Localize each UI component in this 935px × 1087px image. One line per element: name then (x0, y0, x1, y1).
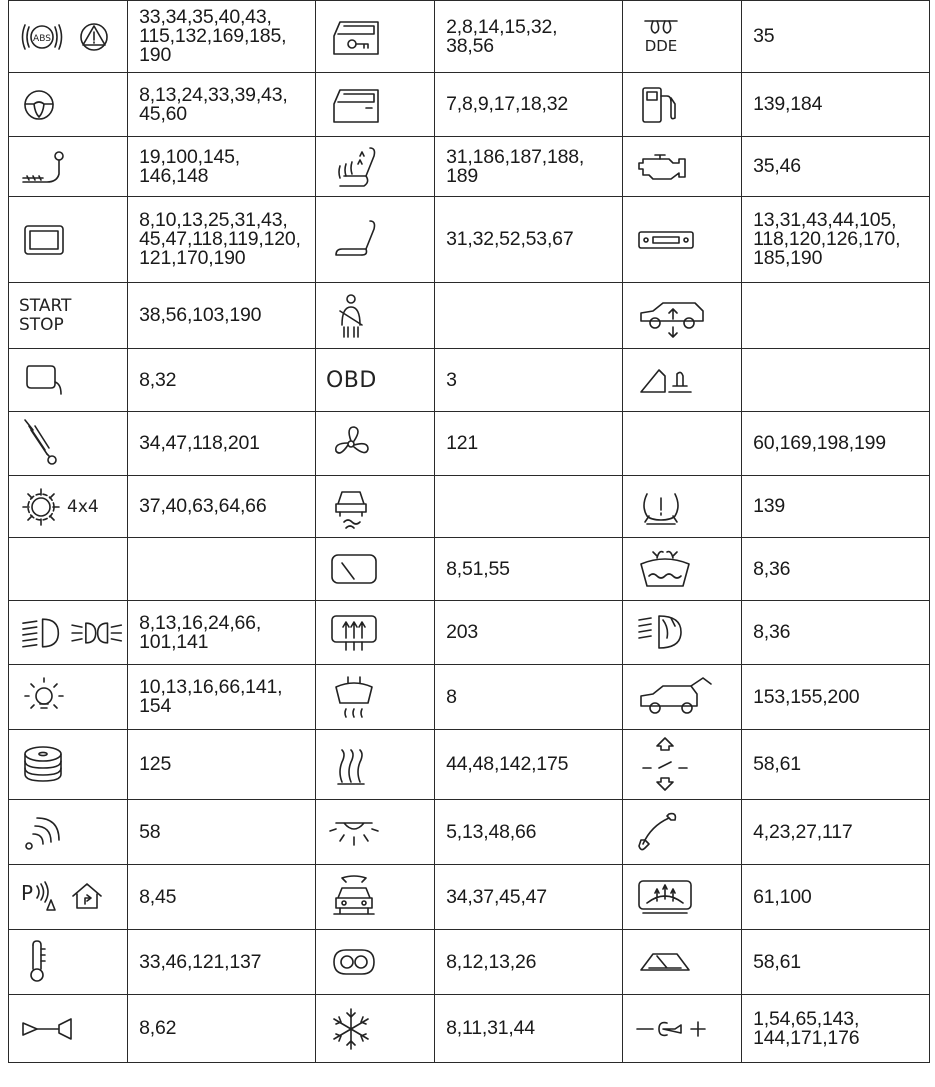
page-reference-cell (742, 538, 930, 601)
heating-icon (316, 742, 434, 788)
table-row (9, 197, 930, 283)
engine-icon (623, 145, 741, 189)
page-reference-cell (742, 283, 930, 349)
page-numbers: 8,51,55 (446, 557, 510, 580)
symbol-cell (9, 476, 128, 538)
page-numbers: 34,47,118,201 (139, 432, 260, 454)
door-icon (316, 82, 434, 128)
page-reference-cell (742, 800, 930, 865)
page-numbers: 203 (446, 621, 479, 643)
page-reference-cell (128, 197, 316, 283)
rear-wiper-icon (316, 549, 434, 589)
symbol-cell (9, 865, 128, 930)
page-reference-cell (742, 1, 930, 73)
page-numbers: 58,61 (753, 753, 801, 775)
light-bulb-icon (9, 674, 127, 720)
page-numbers: 1,54,65,143, 144,171,176 (753, 1007, 860, 1049)
page-numbers: 60,169,198,199 (753, 432, 886, 454)
page-numbers: 33,34,35,40,43, 115,132,169,185, 190 (139, 6, 287, 66)
page-reference-cell (742, 865, 930, 930)
symbol-cell (9, 930, 128, 995)
symbol-cell (315, 995, 434, 1063)
abs-warning-icon (9, 17, 127, 57)
page-numbers: 153,155,200 (753, 685, 860, 708)
symbol-cell (315, 283, 434, 349)
symbol-cell (622, 865, 741, 930)
wireless-icon (9, 810, 127, 854)
symbol-cell (315, 476, 434, 538)
page-numbers: 8,11,31,44 (446, 1017, 535, 1039)
symbol-cell (9, 412, 128, 476)
table-row (9, 283, 930, 349)
svg-text:P: P (21, 881, 34, 905)
page-numbers: 10,13,16,66,141, 154 (139, 676, 283, 717)
page-numbers: 58 (139, 820, 161, 843)
page-reference-cell (435, 283, 623, 349)
page-reference-cell (128, 601, 316, 665)
instrument-cluster-icon (316, 942, 434, 982)
symbol-cell (622, 476, 741, 538)
tailgate-icon (623, 674, 741, 720)
page-reference-cell (742, 665, 930, 730)
obd-icon (316, 368, 434, 393)
page-reference-cell (435, 73, 623, 137)
page-numbers: 8,12,13,26 (446, 950, 537, 973)
page-reference-cell (742, 137, 930, 197)
symbol-cell (315, 665, 434, 730)
horn-icon (9, 1009, 127, 1049)
page-numbers: 61,100 (753, 885, 812, 908)
symbol-cell (622, 601, 741, 665)
page-numbers: 58,61 (753, 950, 801, 973)
gear-4x4-icon (9, 485, 127, 529)
hill-descent-icon (623, 360, 741, 400)
symbol-cell (315, 349, 434, 412)
page-reference-cell (435, 412, 623, 476)
page-numbers: 8,13,24,33,39,43, 45,60 (139, 83, 288, 125)
symbol-cell (315, 865, 434, 930)
page-numbers: 35,46 (753, 155, 801, 177)
page-numbers: 8,62 (139, 1017, 177, 1039)
symbol-cell (9, 665, 128, 730)
symbol-cell (9, 601, 128, 665)
door-key-icon (316, 14, 434, 60)
symbol-cell (622, 730, 741, 800)
symbol-cell (622, 283, 741, 349)
page-reference-cell (742, 930, 930, 995)
page-reference-cell (128, 283, 316, 349)
table-row (9, 538, 930, 601)
symbol-cell (622, 349, 741, 412)
table-row (9, 137, 930, 197)
table-row (9, 865, 930, 930)
page-numbers: 35 (753, 25, 775, 47)
symbol-cell (315, 601, 434, 665)
page-numbers: 4,23,27,117 (753, 820, 853, 843)
washer-icon (623, 546, 741, 592)
page-numbers: 2,8,14,15,32, 38,56 (446, 15, 558, 57)
symbol-cell (622, 197, 741, 283)
svg-text:ABS: ABS (33, 33, 51, 44)
page-reference-cell (435, 197, 623, 283)
page-reference-cell (742, 197, 930, 283)
page-reference-cell (742, 349, 930, 412)
page-numbers: 5,13,48,66 (446, 820, 537, 843)
page-reference-cell (435, 601, 623, 665)
socket-icon (623, 1013, 741, 1045)
table-row (9, 73, 930, 137)
tire-pressure-icon (623, 484, 741, 530)
dde-glow-plug-icon (623, 15, 741, 59)
page-reference-cell (435, 800, 623, 865)
seat-icon (316, 215, 434, 265)
page-numbers: 125 (139, 753, 172, 775)
car-lift-icon (316, 872, 434, 922)
page-reference-cell (128, 73, 316, 137)
page-numbers: 139 (753, 495, 786, 517)
page-reference-cell (742, 995, 930, 1063)
symbol-cell (9, 538, 128, 601)
page-reference-cell (128, 349, 316, 412)
mirror-icon (9, 360, 127, 400)
page-numbers: 31,32,52,53,67 (446, 228, 574, 250)
page-numbers: 8,36 (753, 557, 791, 580)
page-reference-cell (742, 412, 930, 476)
symbol-cell (622, 412, 741, 476)
rear-defrost-icon (316, 610, 434, 656)
page-reference-cell (128, 137, 316, 197)
symbol-cell (622, 930, 741, 995)
thermometer-icon (9, 939, 127, 985)
symbol-cell (9, 283, 128, 349)
table-row (9, 601, 930, 665)
page-reference-cell (435, 476, 623, 538)
interior-light-icon (316, 809, 434, 855)
symbol-cell (9, 1, 128, 73)
symbol-cell (9, 995, 128, 1063)
steering-wheel-icon (9, 85, 127, 125)
page-numbers: 8,13,16,24,66, 101,141 (139, 611, 262, 653)
page-reference-cell (128, 476, 316, 538)
headlight-washer-icon (623, 610, 741, 656)
page-reference-cell (435, 995, 623, 1063)
symbol-cell (9, 73, 128, 137)
stability-control-icon (316, 482, 434, 532)
page-numbers: 8,32 (139, 368, 177, 391)
tow-hitch-icon (9, 146, 127, 188)
page-reference-cell (128, 730, 316, 800)
page-reference-cell (435, 730, 623, 800)
page-numbers: 8 (446, 685, 457, 708)
obd-label: OBD (325, 367, 377, 393)
page-reference-cell (742, 476, 930, 538)
symbol-cell (622, 73, 741, 137)
symbol-cell (315, 137, 434, 197)
page-reference-cell (435, 137, 623, 197)
page-numbers: 7,8,9,17,18,32 (446, 93, 569, 115)
windshield-defrost-icon (623, 875, 741, 919)
symbol-cell (622, 800, 741, 865)
page-reference-cell (435, 538, 623, 601)
symbol-cell (315, 73, 434, 137)
page-reference-cell (128, 995, 316, 1063)
headlight-icon (9, 613, 127, 653)
page-reference-cell (435, 349, 623, 412)
park-distance-icon (9, 876, 127, 918)
page-reference-cell (128, 412, 316, 476)
fan-icon (316, 421, 434, 467)
table-row (9, 930, 930, 995)
4x4-label: 4x4 (67, 496, 99, 517)
table-row (9, 730, 930, 800)
page-numbers: 33,46,121,137 (139, 950, 262, 973)
vehicle-height-icon (623, 291, 741, 341)
symbol-cell (315, 930, 434, 995)
page-reference-cell (128, 665, 316, 730)
start-stop-label: START STOP (19, 295, 72, 335)
seatbelt-icon (316, 291, 434, 341)
window-up-down-icon (623, 734, 741, 796)
page-reference-cell (435, 930, 623, 995)
start-stop-icon (9, 297, 127, 335)
index-sheet (8, 0, 930, 1083)
table-row (9, 665, 930, 730)
page-numbers: 8,10,13,25,31,43, 45,47,118,119,120, 121,170,190 (139, 209, 301, 269)
table-row (9, 476, 930, 538)
display-screen-icon (9, 220, 127, 260)
fuel-pump-icon (623, 82, 741, 128)
symbol-cell (315, 538, 434, 601)
symbol-cell (9, 730, 128, 800)
table-row (9, 349, 930, 412)
page-reference-cell (435, 865, 623, 930)
page-reference-cell (435, 665, 623, 730)
radio-icon (623, 222, 741, 258)
symbol-cell (9, 137, 128, 197)
page-numbers: 8,36 (753, 621, 791, 643)
page-reference-cell (128, 800, 316, 865)
symbol-cell (622, 538, 741, 601)
page-numbers: 13,31,43,44,105, 118,120,126,170, 185,190 (753, 209, 901, 269)
symbol-cell (315, 412, 434, 476)
symbol-cell (622, 665, 741, 730)
page-reference-cell (435, 1, 623, 73)
page-numbers: 139,184 (753, 93, 823, 115)
page-numbers: 19,100,145, 146,148 (139, 145, 240, 187)
symbol-cell (622, 137, 741, 197)
page-reference-cell (742, 601, 930, 665)
symbol-index-table (8, 0, 930, 1063)
page-reference-cell (742, 730, 930, 800)
symbol-cell (315, 197, 434, 283)
page-reference-cell (128, 930, 316, 995)
symbol-cell (9, 349, 128, 412)
table-row (9, 800, 930, 865)
seat-heating-icon (316, 142, 434, 192)
page-numbers: 44,48,142,175 (446, 753, 569, 775)
cd-stack-icon (9, 742, 127, 788)
page-reference-cell (128, 538, 316, 601)
page-reference-cell (128, 865, 316, 930)
table-row (9, 412, 930, 476)
page-numbers: 3 (446, 368, 457, 391)
page-numbers: 121 (446, 432, 479, 454)
page-numbers: 34,37,45,47 (446, 885, 547, 908)
page-reference-cell (128, 1, 316, 73)
symbol-cell (622, 995, 741, 1063)
windshield-heat-icon (316, 673, 434, 721)
table-row (9, 1, 930, 73)
shock-absorber-icon (9, 416, 127, 472)
page-numbers: 38,56,103,190 (139, 304, 262, 326)
symbol-cell (315, 730, 434, 800)
dde-label: DDE (644, 36, 678, 55)
symbol-cell (315, 1, 434, 73)
page-numbers: 31,186,187,188, 189 (446, 145, 585, 187)
table-row (9, 995, 930, 1063)
symbol-cell (315, 800, 434, 865)
sunroof-icon (623, 942, 741, 982)
phone-icon (623, 808, 741, 856)
symbol-cell (9, 800, 128, 865)
snowflake-icon (316, 1005, 434, 1053)
page-reference-cell (742, 73, 930, 137)
symbol-cell (9, 197, 128, 283)
page-numbers: 8,45 (139, 885, 177, 908)
symbol-cell (622, 1, 741, 73)
page-numbers: 37,40,63,64,66 (139, 495, 267, 517)
